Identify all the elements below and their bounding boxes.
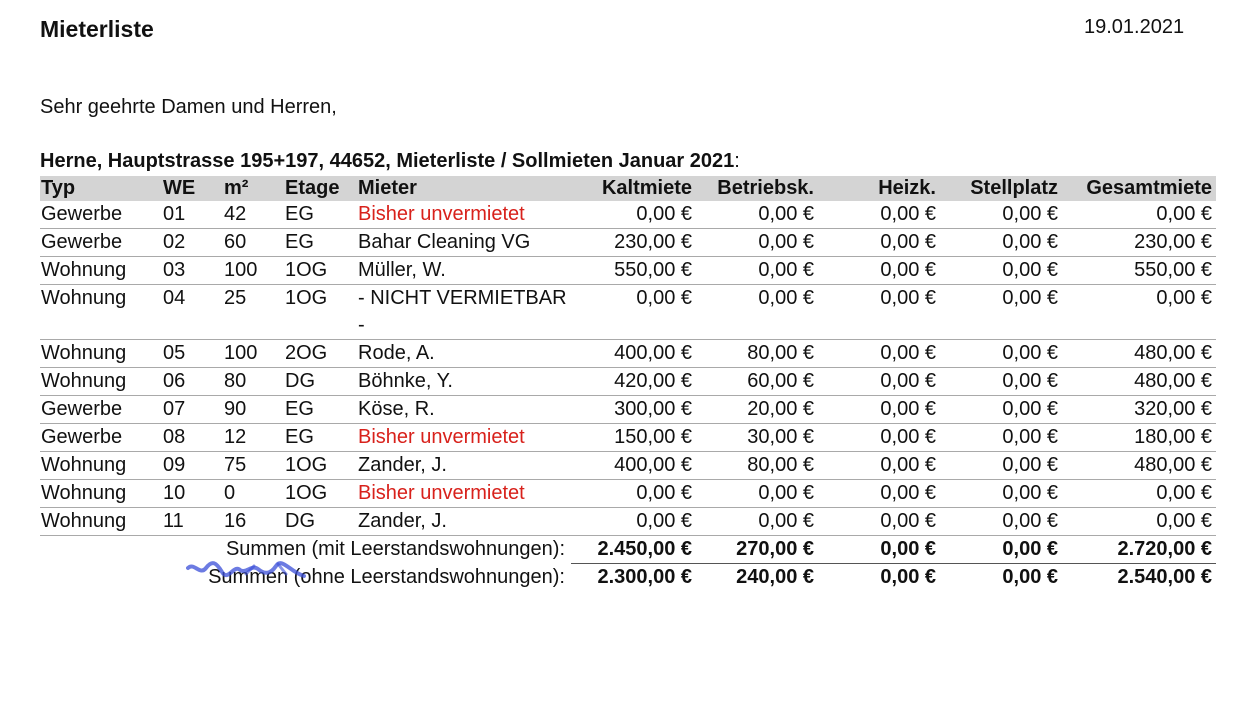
cell-mieter: Köse, R. [357, 396, 571, 424]
cell-typ: Wohnung [40, 340, 162, 368]
cell-qm: 80 [223, 368, 284, 396]
cell-gesamtmiete: 0,00 € [1062, 285, 1216, 340]
table-row [40, 452, 1216, 480]
cell-stellplatz: 0,00 € [940, 257, 1062, 285]
cell-kaltmiete: 550,00 € [571, 257, 696, 285]
cell-etage: EG [284, 229, 357, 257]
cell-typ: Wohnung [40, 368, 162, 396]
cell-gesamtmiete: 320,00 € [1062, 396, 1216, 424]
cell-gesamtmiete: 550,00 € [1062, 257, 1216, 285]
cell-heizkosten: 0,00 € [818, 368, 940, 396]
table-row [40, 285, 1216, 340]
column-header-etage: Etage [284, 176, 357, 201]
cell-qm: 0 [223, 480, 284, 508]
cell-we: 03 [162, 257, 223, 285]
cell-mieter: Böhnke, Y. [357, 368, 571, 396]
cell-qm: 100 [223, 257, 284, 285]
cell-betriebskosten: 30,00 € [696, 424, 818, 452]
table-header-row [40, 176, 1216, 201]
cell-heizkosten: 0,00 € [818, 257, 940, 285]
cell-betriebskosten: 0,00 € [696, 257, 818, 285]
sum-row [40, 564, 1216, 592]
table-row [40, 424, 1216, 452]
cell-gesamtmiete: 0,00 € [1062, 201, 1216, 229]
cell-typ: Gewerbe [40, 396, 162, 424]
table-row [40, 368, 1216, 396]
cell-we: 09 [162, 452, 223, 480]
table-row [40, 480, 1216, 508]
cell-typ: Gewerbe [40, 229, 162, 257]
cell-etage: EG [284, 396, 357, 424]
cell-qm: 60 [223, 229, 284, 257]
table-heading-colon: : [734, 150, 740, 172]
cell-gesamtmiete: 480,00 € [1062, 340, 1216, 368]
table-row [40, 201, 1216, 229]
cell-betriebskosten: 0,00 € [696, 508, 818, 536]
cell-typ: Gewerbe [40, 424, 162, 452]
cell-stellplatz: 0,00 € [940, 368, 1062, 396]
cell-etage: 2OG [284, 340, 357, 368]
cell-gesamtmiete: 480,00 € [1062, 452, 1216, 480]
sum-heizkosten: 0,00 € [818, 536, 940, 564]
sum-gesamtmiete: 2.540,00 € [1117, 566, 1212, 588]
cell-kaltmiete: 400,00 € [571, 340, 696, 368]
cell-etage: DG [284, 368, 357, 396]
sum-stellplatz: 0,00 € [940, 536, 1062, 564]
cell-gesamtmiete: 0,00 € [1062, 508, 1216, 536]
tenant-table [40, 176, 1216, 591]
cell-we: 05 [162, 340, 223, 368]
cell-kaltmiete: 300,00 € [571, 396, 696, 424]
sum-heizkosten: 0,00 € [880, 566, 936, 588]
cell-stellplatz: 0,00 € [940, 396, 1062, 424]
table-row [40, 257, 1216, 285]
cell-etage: DG [284, 508, 357, 536]
cell-qm: 16 [223, 508, 284, 536]
column-header-mieter: Mieter [357, 176, 571, 201]
column-header-gesamtmiete: Gesamtmiete [1062, 176, 1216, 201]
cell-stellplatz: 0,00 € [940, 452, 1062, 480]
cell-heizkosten: 0,00 € [818, 229, 940, 257]
sum-kaltmiete: 2.300,00 € [597, 566, 692, 588]
table-row [40, 508, 1216, 536]
cell-kaltmiete: 0,00 € [571, 480, 696, 508]
sum-label: Summen (mit Leerstandswohnungen): [225, 538, 565, 560]
cell-stellplatz: 0,00 € [940, 285, 1062, 340]
sum-gesamtmiete: 2.720,00 € [1062, 536, 1216, 564]
cell-mieter: Rode, A. [357, 340, 571, 368]
cell-qm: 90 [223, 396, 284, 424]
cell-stellplatz: 0,00 € [940, 340, 1062, 368]
cell-stellplatz: 0,00 € [940, 480, 1062, 508]
table-heading [40, 150, 740, 173]
cell-mieter: Bisher unvermietet [357, 201, 571, 229]
column-header-kaltmiete: Kaltmiete [571, 176, 696, 201]
cell-betriebskosten: 0,00 € [696, 285, 818, 340]
cell-kaltmiete: 400,00 € [571, 452, 696, 480]
cell-betriebskosten: 0,00 € [696, 229, 818, 257]
cell-betriebskosten: 60,00 € [696, 368, 818, 396]
document-date: 19.01.2021 [1084, 16, 1185, 38]
cell-we: 04 [162, 285, 223, 340]
sum-kaltmiete: 2.450,00 € [571, 536, 696, 564]
cell-betriebskosten: 80,00 € [696, 452, 818, 480]
cell-typ: Gewerbe [40, 201, 162, 229]
cell-gesamtmiete: 480,00 € [1062, 368, 1216, 396]
cell-we: 01 [162, 201, 223, 229]
cell-etage: 1OG [284, 452, 357, 480]
cell-heizkosten: 0,00 € [818, 424, 940, 452]
table-heading-text: Herne, Hauptstrasse 195+197, 44652, Mieterliste / Sollmieten Januar 2021 [40, 150, 735, 172]
column-header-we: WE [162, 176, 223, 201]
cell-typ: Wohnung [40, 508, 162, 536]
cell-stellplatz: 0,00 € [940, 201, 1062, 229]
cell-etage: 1OG [284, 257, 357, 285]
cell-we: 07 [162, 396, 223, 424]
salutation: Sehr geehrte Damen und Herren, [40, 96, 337, 118]
sum-betriebskosten: 240,00 € [736, 566, 814, 588]
cell-we: 02 [162, 229, 223, 257]
cell-mieter: Zander, J. [357, 508, 571, 536]
cell-kaltmiete: 150,00 € [571, 424, 696, 452]
cell-stellplatz: 0,00 € [940, 229, 1062, 257]
cell-stellplatz: 0,00 € [940, 508, 1062, 536]
cell-etage: 1OG [284, 285, 357, 340]
table-row [40, 396, 1216, 424]
cell-typ: Wohnung [40, 257, 162, 285]
cell-mieter: Bisher unvermietet [357, 424, 571, 452]
cell-betriebskosten: 80,00 € [696, 340, 818, 368]
cell-qm: 42 [223, 201, 284, 229]
cell-we: 06 [162, 368, 223, 396]
cell-kaltmiete: 420,00 € [571, 368, 696, 396]
cell-we: 10 [162, 480, 223, 508]
cell-qm: 75 [223, 452, 284, 480]
cell-stellplatz: 0,00 € [940, 424, 1062, 452]
cell-heizkosten: 0,00 € [818, 340, 940, 368]
cell-qm: 12 [223, 424, 284, 452]
cell-kaltmiete: 230,00 € [571, 229, 696, 257]
cell-mieter: - NICHT VERMIETBAR - [357, 285, 571, 340]
cell-betriebskosten: 0,00 € [696, 480, 818, 508]
column-header-qm: m² [223, 176, 284, 201]
cell-we: 08 [162, 424, 223, 452]
cell-we: 11 [162, 508, 223, 536]
cell-kaltmiete: 0,00 € [571, 508, 696, 536]
column-header-stellplatz: Stellplatz [940, 176, 1062, 201]
cell-gesamtmiete: 0,00 € [1062, 480, 1216, 508]
cell-kaltmiete: 0,00 € [571, 285, 696, 340]
cell-betriebskosten: 0,00 € [696, 201, 818, 229]
column-header-typ: Typ [40, 176, 162, 201]
table-row [40, 340, 1216, 368]
sum-betriebskosten: 270,00 € [696, 536, 818, 564]
cell-mieter: Zander, J. [357, 452, 571, 480]
sum-stellplatz: 0,00 € [1002, 566, 1058, 588]
cell-gesamtmiete: 180,00 € [1062, 424, 1216, 452]
cell-etage: 1OG [284, 480, 357, 508]
cell-heizkosten: 0,00 € [818, 452, 940, 480]
page-title: Mieterliste [40, 16, 154, 42]
column-header-betriebskosten: Betriebsk. [696, 176, 818, 201]
cell-heizkosten: 0,00 € [818, 396, 940, 424]
cell-typ: Wohnung [40, 480, 162, 508]
table-row [40, 229, 1216, 257]
sum-label: Summen (ohne Leerstandswohnungen): [208, 565, 565, 588]
cell-mieter: Bisher unvermietet [357, 480, 571, 508]
cell-mieter: Bahar Cleaning VG [357, 229, 571, 257]
cell-heizkosten: 0,00 € [818, 285, 940, 340]
cell-etage: EG [284, 424, 357, 452]
cell-heizkosten: 0,00 € [818, 201, 940, 229]
cell-heizkosten: 0,00 € [818, 480, 940, 508]
cell-typ: Wohnung [40, 285, 162, 340]
cell-qm: 100 [223, 340, 284, 368]
cell-mieter: Müller, W. [357, 257, 571, 285]
cell-qm: 25 [223, 285, 284, 340]
cell-gesamtmiete: 230,00 € [1062, 229, 1216, 257]
sum-row [40, 536, 1216, 564]
cell-typ: Wohnung [40, 452, 162, 480]
column-header-heizkosten: Heizk. [818, 176, 940, 201]
cell-betriebskosten: 20,00 € [696, 396, 818, 424]
cell-heizkosten: 0,00 € [818, 508, 940, 536]
cell-kaltmiete: 0,00 € [571, 201, 696, 229]
cell-etage: EG [284, 201, 357, 229]
